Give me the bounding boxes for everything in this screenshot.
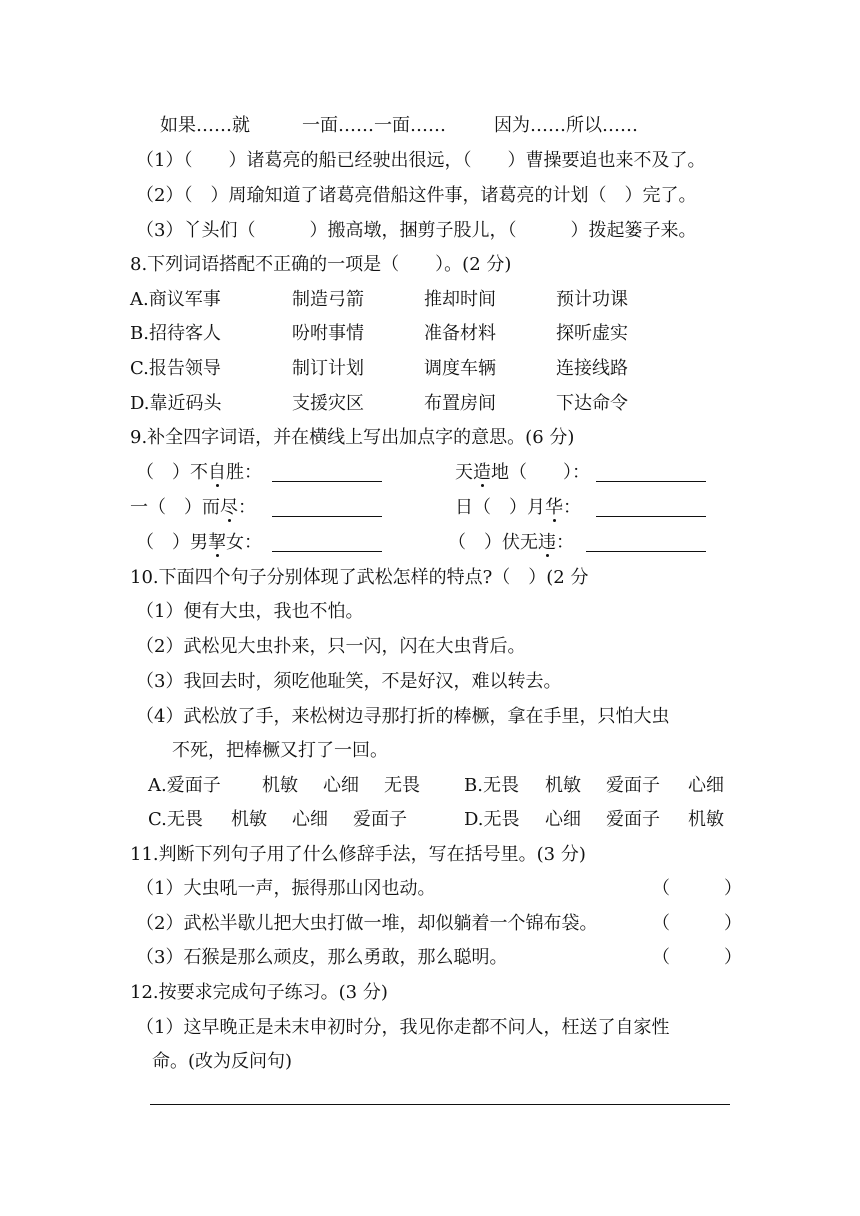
q8-c-2: 制订计划 — [292, 358, 364, 379]
q8-d-1: D.靠近码头 — [130, 393, 222, 414]
q8-a-4: 预计功课 — [556, 289, 628, 310]
q10-opt-b-4: 心细 — [688, 775, 724, 796]
q7-item-1: （1）（ ）诸葛亮的船已经驶出很远，（ ）曹操要追也来不及了。 — [136, 150, 706, 171]
q10-item-4-cont: 不死，把棒橛又打了一回。 — [172, 740, 388, 761]
answer-line[interactable] — [272, 516, 382, 517]
q10-opt-d-4: 机敏 — [688, 809, 724, 830]
q10-opt-d-2: 心细 — [545, 809, 581, 830]
q11-title: 11.判断下列句子用了什么修辞手法，写在括号里。(3 分) — [130, 844, 586, 865]
q8-d-3: 布置房间 — [424, 393, 496, 414]
q11-answer-paren[interactable]: （ ） — [652, 947, 742, 968]
q8-c-3: 调度车辆 — [424, 358, 496, 379]
q8-d-4: 下达命令 — [556, 393, 628, 414]
q10-opt-c-1: C.无畏 — [148, 809, 203, 830]
q9-title: 9.补全四字词语，并在横线上写出加点字的意思。(6 分) — [130, 427, 575, 448]
q12-title: 12.按要求完成句子练习。(3 分) — [130, 982, 388, 1003]
q8-a-1: A.商议军事 — [130, 289, 221, 310]
q10-opt-b-1: B.无畏 — [464, 775, 519, 796]
q9-right-1: 天造地（ ）： — [455, 462, 590, 483]
q11-answer-paren[interactable]: （ ） — [652, 878, 742, 899]
q7-item-2: （2）（ ）周瑜知道了诸葛亮借船这件事，诸葛亮的计划（ ）完了。 — [136, 185, 697, 206]
q10-opt-b-3: 爱面子 — [606, 775, 660, 796]
q11-item-2: （2）武松半歇儿把大虫打做一堆，却似躺着一个锦布袋。 — [136, 913, 598, 934]
q9-right-3: （ ）伏无违： — [448, 532, 574, 553]
q9-right-2: 日（ ）月华： — [455, 497, 581, 518]
q10-item-1: （1）便有大虫，我也不怕。 — [136, 601, 364, 622]
emphasis-dot-char: 挈 — [208, 532, 226, 553]
conj-2: 一面……一面…… — [302, 115, 446, 136]
q10-opt-c-2: 机敏 — [231, 809, 267, 830]
q11-item-3: （3）石猴是那么顽皮，那么勇敢，那么聪明。 — [136, 947, 508, 968]
emphasis-dot-char: 尽 — [220, 497, 238, 518]
q12-item-1: （1）这早晚正是未末申初时分，我见你走都不问人，枉送了自家性 — [136, 1017, 670, 1038]
q10-opt-a-4: 无畏 — [384, 775, 420, 796]
q10-title: 10.下面四个句子分别体现了武松怎样的特点?（ ）(2 分 — [130, 567, 589, 588]
q8-a-2: 制造弓箭 — [292, 289, 364, 310]
emphasis-dot-char: 违 — [538, 532, 556, 553]
q11-item-1: （1）大虫吼一声，振得那山冈也动。 — [136, 878, 436, 899]
conj-1: 如果……就 — [160, 115, 250, 136]
q10-opt-c-4: 爱面子 — [353, 809, 407, 830]
q8-c-4: 连接线路 — [556, 358, 628, 379]
q8-c-1: C.报告领导 — [130, 358, 221, 379]
answer-line[interactable] — [272, 481, 382, 482]
q8-b-2: 吩咐事情 — [292, 323, 364, 344]
q10-opt-a-3: 心细 — [323, 775, 359, 796]
q10-item-4: （4）武松放了手，来松树边寻那打折的棒橛，拿在手里，只怕大虫 — [136, 706, 670, 727]
q10-item-2: （2）武松见大虫扑来，只一闪，闪在大虫背后。 — [136, 636, 526, 657]
q8-b-3: 准备材料 — [424, 323, 496, 344]
emphasis-dot-char: 自 — [208, 462, 226, 483]
answer-line[interactable] — [272, 551, 382, 552]
q10-opt-a-1: A.爱面子 — [148, 775, 221, 796]
answer-line[interactable] — [596, 516, 706, 517]
q9-left-1: （ ）不自胜： — [136, 462, 262, 483]
conj-3: 因为……所以…… — [494, 115, 638, 136]
q10-opt-b-2: 机敏 — [545, 775, 581, 796]
q8-b-1: B.招待客人 — [130, 323, 221, 344]
q9-left-2: 一（ ）而尽： — [130, 497, 256, 518]
q9-left-3: （ ）男挈女： — [136, 532, 262, 553]
q8-a-3: 推却时间 — [424, 289, 496, 310]
answer-line[interactable] — [586, 551, 706, 552]
answer-line[interactable] — [596, 481, 706, 482]
q7-item-3: （3）丫头们（ ）搬高墩，捆剪子股儿，（ ）拨起篓子来。 — [136, 220, 697, 241]
q10-item-3: （3）我回去时，须吃他耻笑，不是好汉，难以转去。 — [136, 671, 562, 692]
q8-b-4: 探听虚实 — [556, 323, 628, 344]
emphasis-dot-char: 华 — [545, 497, 563, 518]
q10-opt-d-1: D.无畏 — [464, 809, 520, 830]
q8-d-2: 支援灾区 — [292, 393, 364, 414]
answer-line[interactable] — [150, 1104, 730, 1105]
q10-opt-d-3: 爱面子 — [606, 809, 660, 830]
q8-title: 8.下列词语搭配不正确的一项是（ ）。(2 分) — [130, 254, 512, 275]
emphasis-dot-char: 造 — [473, 462, 491, 483]
q10-opt-a-2: 机敏 — [262, 775, 298, 796]
q12-item-1-cont: 命。(改为反问句) — [152, 1051, 293, 1072]
q11-answer-paren[interactable]: （ ） — [652, 913, 742, 934]
q10-opt-c-3: 心细 — [292, 809, 328, 830]
